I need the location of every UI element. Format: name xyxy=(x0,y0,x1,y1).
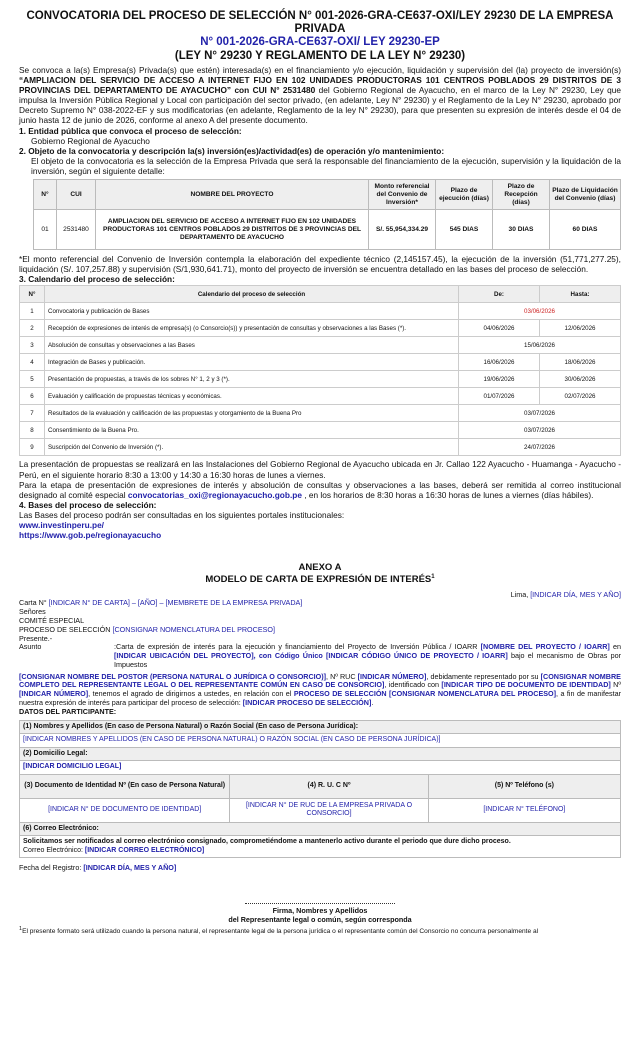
field-id-value[interactable]: [INDICAR N° DE DOCUMENTO DE IDENTIDAD] xyxy=(20,798,230,822)
calendar-cell: 1 xyxy=(20,303,45,320)
signature-label-1: Firma, Nombres y Apellidos xyxy=(272,906,368,916)
amount-note: *El monto referencial del Convenio de Inversión contempla la elaboración del expediente técnico (2,145157.45), la ejecución de la inversión (51,771,277.25), liquidación (S/. 107,257.88) y supervisión (S/1,930,641.71), monto del proyecto de inversión se encuentra detallado en las bases del proceso de selección. xyxy=(19,254,621,275)
field-name-value[interactable]: [INDICAR NOMBRES Y APELLIDOS (EN CASO DE PERSONA NATURAL) O RAZÓN SOCIAL (EN CASO DE PERSONA JURÍDICA)] xyxy=(20,734,621,748)
signature-label-2: del Representante legal o común, según corresponda xyxy=(228,914,412,924)
letter-committee: COMITÉ ESPECIAL xyxy=(19,615,85,625)
letter-body: [CONSIGNAR NOMBRE DEL POSTOR (PERSONA NATURAL O JURÍDICA O CONSORCIO)], Nº RUC [INDICAR NÚMERO], debidamente representado por su [CONSIGNAR NOMBRE COMPLETO DEL REPRESENTANTE LEGAL O DEL REPRESENTANTE COMÚN EN CASO DE CONSORCIO], identificado con [INDICAR TIPO DE DOCUMENTO DE IDENTIDAD] Nº [INDICAR NÚMERO], tenemos el agrado de dirigirnos a ustedes, en relación con el PROCESO DE SELECCIÓN [CONSIGNAR NOMENCLATURA DEL PROCESO], a fin de manifestar nuestra expresión de interés para participar del proceso de selección: [INDICAR PROCESO DE SELECCIÓN]. xyxy=(19,671,621,707)
field-ruc-value[interactable]: [INDICAR N° DE RUC DE LA EMPRESA PRIVADA O CONSORCIO] xyxy=(230,798,428,822)
calendar-header: Calendario del proceso de selección xyxy=(45,286,459,303)
project-table-header: Monto referencial del Convenio de Inversión* xyxy=(369,180,436,210)
annex-subtitle: MODELO DE CARTA DE EXPRESIÓN DE INTERÉS$^1$ xyxy=(205,573,435,586)
calendar-table xyxy=(19,285,621,456)
calendar-cell: 6 xyxy=(20,388,45,405)
calendar-cell: 2 xyxy=(20,320,45,337)
email-line: Correo Electrónico: [INDICAR CORREO ELECTRÓNICO] xyxy=(23,846,205,854)
calendar-row xyxy=(20,422,621,439)
calendar-header: Hasta: xyxy=(540,286,621,303)
letter-senores: Señores xyxy=(19,607,46,617)
section-2-text: El objeto de la convocatoria es la selección de la Empresa Privada que será la responsable del financiamiento de la ejecución, supervisión y la liquidación de la inversión, según el siguiente detalle: xyxy=(31,155,621,176)
calendar-cell: 01/07/2026 xyxy=(459,388,540,405)
registration-date: Fecha del Registro: [INDICAR DÍA, MES Y AÑO] xyxy=(19,863,177,873)
field-id-label: (3) Documento de Identidad Nº (En caso de Persona Natural) xyxy=(20,774,230,798)
calendar-header: N° xyxy=(20,286,45,303)
calendar-row xyxy=(20,320,621,337)
project-table-wrapper xyxy=(33,179,621,250)
field-email-label: (6) Correo Electrónico: xyxy=(20,822,621,836)
section-4-text: Las Bases del proceso podrán ser consultadas en los siguientes portales institucionales: xyxy=(19,509,345,520)
calendar-cell: Consentimiento de la Buena Pro. xyxy=(45,422,459,439)
field-ruc-label: (4) R. U. C Nº xyxy=(230,774,428,798)
calendar-cell: 18/06/2026 xyxy=(540,354,621,371)
letter-subject: Asunto :Carta de expresión de interés para la ejecución y financiamiento del Proyecto de Inversión Pública / IOARR [NOMBRE DEL PROYECTO / IOARR] en [INDICAR UBICACIÓN DEL PROYECTO], con Código Único [INDICAR CÓDIGO ÚNICO DE PROYECTO / IOARR] bajo el mecanismo de Obras por Impuestos xyxy=(19,642,622,669)
field-name-label: (1) Nombres y Apellidos (En caso de Persona Natural) o Razón Social (En caso de Persona Jurídica): xyxy=(20,720,621,734)
calendar-header: De: xyxy=(459,286,540,303)
calendar-cell: 5 xyxy=(20,371,45,388)
calendar-cell: 12/06/2026 xyxy=(540,320,621,337)
calendar-cell: 03/07/2026 xyxy=(459,422,621,439)
calendar-row xyxy=(20,354,621,371)
calendar-cell: Recepción de expresiones de interés de empresa(s) (o Consorcio(s)) y presentación de consultas y observaciones a las Bases (*). xyxy=(45,320,459,337)
project-table-header: Plazo de Recepción (días) xyxy=(493,180,550,210)
field-address-label: (2) Domicilio Legal: xyxy=(20,747,621,761)
project-table-header: Plazo de Liquidación del Convenio (días) xyxy=(550,180,621,210)
law-reference: (LEY N° 29230 Y REGLAMENTO DE LA LEY N° 29230) xyxy=(174,49,466,62)
letter-process: PROCESO DE SELECCIÓN [CONSIGNAR NOMENCLATURA DEL PROCESO] xyxy=(19,624,276,634)
calendar-row xyxy=(20,388,621,405)
convening-entity: Gobierno Regional de Ayacucho xyxy=(31,135,150,146)
calendar-cell: 04/06/2026 xyxy=(459,320,540,337)
calendar-cell: Resultados de la evaluación y calificación de las propuestas y otorgamiento de la Buena Pro xyxy=(45,405,459,422)
calendar-cell: 19/06/2026 xyxy=(459,371,540,388)
gob-pe-link[interactable]: https://www.gob.pe/regionayacucho xyxy=(19,530,162,541)
project-cell: 2531480 xyxy=(57,210,96,250)
section-3-heading: 3. Calendario del proceso de selección: xyxy=(19,274,175,285)
calendar-cell: 16/06/2026 xyxy=(459,354,540,371)
calendar-cell: 30/06/2026 xyxy=(540,371,621,388)
project-table-header: Plazo de ejecución (días) xyxy=(436,180,493,210)
field-phone-label: (5) Nº Teléfono (s) xyxy=(428,774,620,798)
section-1-heading: 1. Entidad pública que convoca el proceso de selección: xyxy=(19,125,242,136)
project-table-row xyxy=(34,210,621,250)
calendar-rows xyxy=(20,303,621,456)
footnote: $^1$El presente formato será utilizado cuando la persona natural, el representante legal de la persona jurídica o el representante común del Consorcio no concurra personalmente al xyxy=(19,925,539,935)
annex-title: ANEXO A xyxy=(298,562,342,574)
calendar-row xyxy=(20,371,621,388)
calendar-row xyxy=(20,405,621,422)
section-2-heading: 2. Objeto de la convocatoria y descripción la(s) inversión(es)/actividad(es) de operación y/o mantenimiento: xyxy=(19,145,445,156)
calendar-cell: Presentación de propuestas, a través de los sobres N° 1, 2 y 3 (*). xyxy=(45,371,459,388)
calendar-cell: 7 xyxy=(20,405,45,422)
calendar-cell: Evaluación y calificación de propuestas técnicas y económicas. xyxy=(45,388,459,405)
project-table xyxy=(33,179,621,250)
calendar-cell: 03/07/2026 xyxy=(459,405,621,422)
project-cell: 60 DIAS xyxy=(550,210,621,250)
project-cell: AMPLIACION DEL SERVICIO DE ACCESO A INTERNET FIJO EN 102 UNIDADES PRODUCTORAS 101 CENTROS POBLADOS 29 DISTRITOS DE 3 PROVINCIAS DEL DEPARTAMENTO DE AYACUCHO xyxy=(96,210,369,250)
calendar-cell: Suscripción del Convenio de Inversión (*). xyxy=(45,439,459,456)
letter xyxy=(19,591,621,717)
participant-data-heading: DATOS DEL PARTICIPANTE: xyxy=(19,706,117,716)
calendar-cell: Integración de Bases y publicación. xyxy=(45,354,459,371)
calendar-cell: Convocatoria y publicación de Bases xyxy=(45,303,459,320)
calendar-cell: 02/07/2026 xyxy=(540,388,621,405)
calendar-row xyxy=(20,337,621,354)
field-email-value[interactable]: [INDICAR CORREO ELECTRÓNICO] xyxy=(84,846,205,854)
project-cell: 01 xyxy=(34,210,57,250)
presentation-paragraph: La presentación de propuestas se realizará en las Instalaciones del Gobierno Regional de Ayacucho ubicada en Jr. Callao 122 Ayacucho - Huamanga - Ayacucho - Perú, en el siguiente horario 8:30 a 13:00 y 14:30 a 16:30 horas de lunes a viernes. xyxy=(19,459,621,480)
field-address-value[interactable]: [INDICAR DOMICILIO LEGAL] xyxy=(20,761,621,775)
calendar-cell: 15/06/2026 xyxy=(459,337,621,354)
intro-paragraph: Se convoca a la(s) Empresa(s) Privada(s) que estén) interesada(s) en el financiamiento y/o ejecución, liquidación y supervisión del (la) proyecto de inversión(s) “AMPLIACION DEL SERVICIO DE ACCESO A INTERNET FIJO EN 102 UNIDADES PRODUCTORAS 101 CENTROS POBLADOS 29 DISTRITOS DE 3 PROVINCIAS DEL DEPARTAMENTO DE AYACUCHO” con CUI N° 2531480 del Gobierno Regional de Ayacucho, en el marco de la Ley N° 29230, Ley que impulsa la Inversión Pública Regional y Local con participación del sector privado, (en adelante, Ley N° 29230) y el Reglamento de la Ley N° 29230, aprobado por Decreto Supremo N° 038-2022-EF y sus modificatorias (en adelante, Reglamento de la ley N° 29230), para que presenten su expresión de interés desde el 04 de junio hasta 12 de junio de 2026, conforme al anexo A del presente documento. xyxy=(19,64,621,126)
calendar-cell: Absolución de consultas y observaciones a las Bases xyxy=(45,337,459,354)
project-table-header: NOMBRE DEL PROYECTO xyxy=(96,180,369,210)
section-4-heading: 4. Bases del proceso de selección: xyxy=(19,499,157,510)
project-cell: 545 DIAS xyxy=(436,210,493,250)
letter-number: Carta N° [INDICAR N° DE CARTA] – [AÑO] – [MEMBRETE DE LA EMPRESA PRIVADA] xyxy=(19,598,303,608)
calendar-row xyxy=(20,439,621,456)
calendar-cell: 3 xyxy=(20,337,45,354)
calendar-cell: 9 xyxy=(20,439,45,456)
process-code: N° 001-2026-GRA-CE637-OXI/ LEY 29230-EP xyxy=(200,36,440,49)
calendar-cell: 03/06/2026 xyxy=(459,303,621,320)
calendar-cell: 24/07/2026 xyxy=(459,439,621,456)
calendar-cell: 4 xyxy=(20,354,45,371)
project-table-header: CUI xyxy=(57,180,96,210)
project-cell: 30 DIAS xyxy=(493,210,550,250)
email-consent-text: Solicitamos ser notificados al correo electrónico consignado, comprometiéndome a mantenerlo activo durante el periodo que dure dicho proceso. xyxy=(23,838,511,846)
field-email-block xyxy=(20,836,621,858)
document-title: CONVOCATORIA DEL PROCESO DE SELECCIÓN N° 001-2026-GRA-CE637-OXI/LEY 29230 DE LA EMPRESA PRIVADA xyxy=(26,10,614,36)
email-paragraph: Para la etapa de presentación de expresiones de interés y absolución de consultas y observaciones a las bases, deberá ser remitida al correo institucional designado al comité especial convocatorias_oxi@regionayacucho.gob.pe , en los horarios de 8:30 horas a 16:30 horas de lunes a viernes (días hábiles). xyxy=(19,479,621,500)
project-cell: S/. 55,954,334.29 xyxy=(369,210,436,250)
letter-place-date: Lima, [INDICAR DÍA, MES Y AÑO] xyxy=(510,589,621,599)
calendar-row xyxy=(20,303,621,320)
signature-line xyxy=(245,903,395,904)
committee-email-link[interactable]: convocatorias_oxi@regionayacucho.gob.pe xyxy=(127,489,302,500)
investinperu-link[interactable]: www.investinperu.pe/ xyxy=(19,520,104,531)
field-phone-value[interactable]: [INDICAR N° TELÉFONO] xyxy=(428,798,620,822)
participant-table xyxy=(19,720,621,859)
calendar-cell: 8 xyxy=(20,422,45,439)
letter-presente: Presente.- xyxy=(19,633,53,643)
project-table-header: N° xyxy=(34,180,57,210)
